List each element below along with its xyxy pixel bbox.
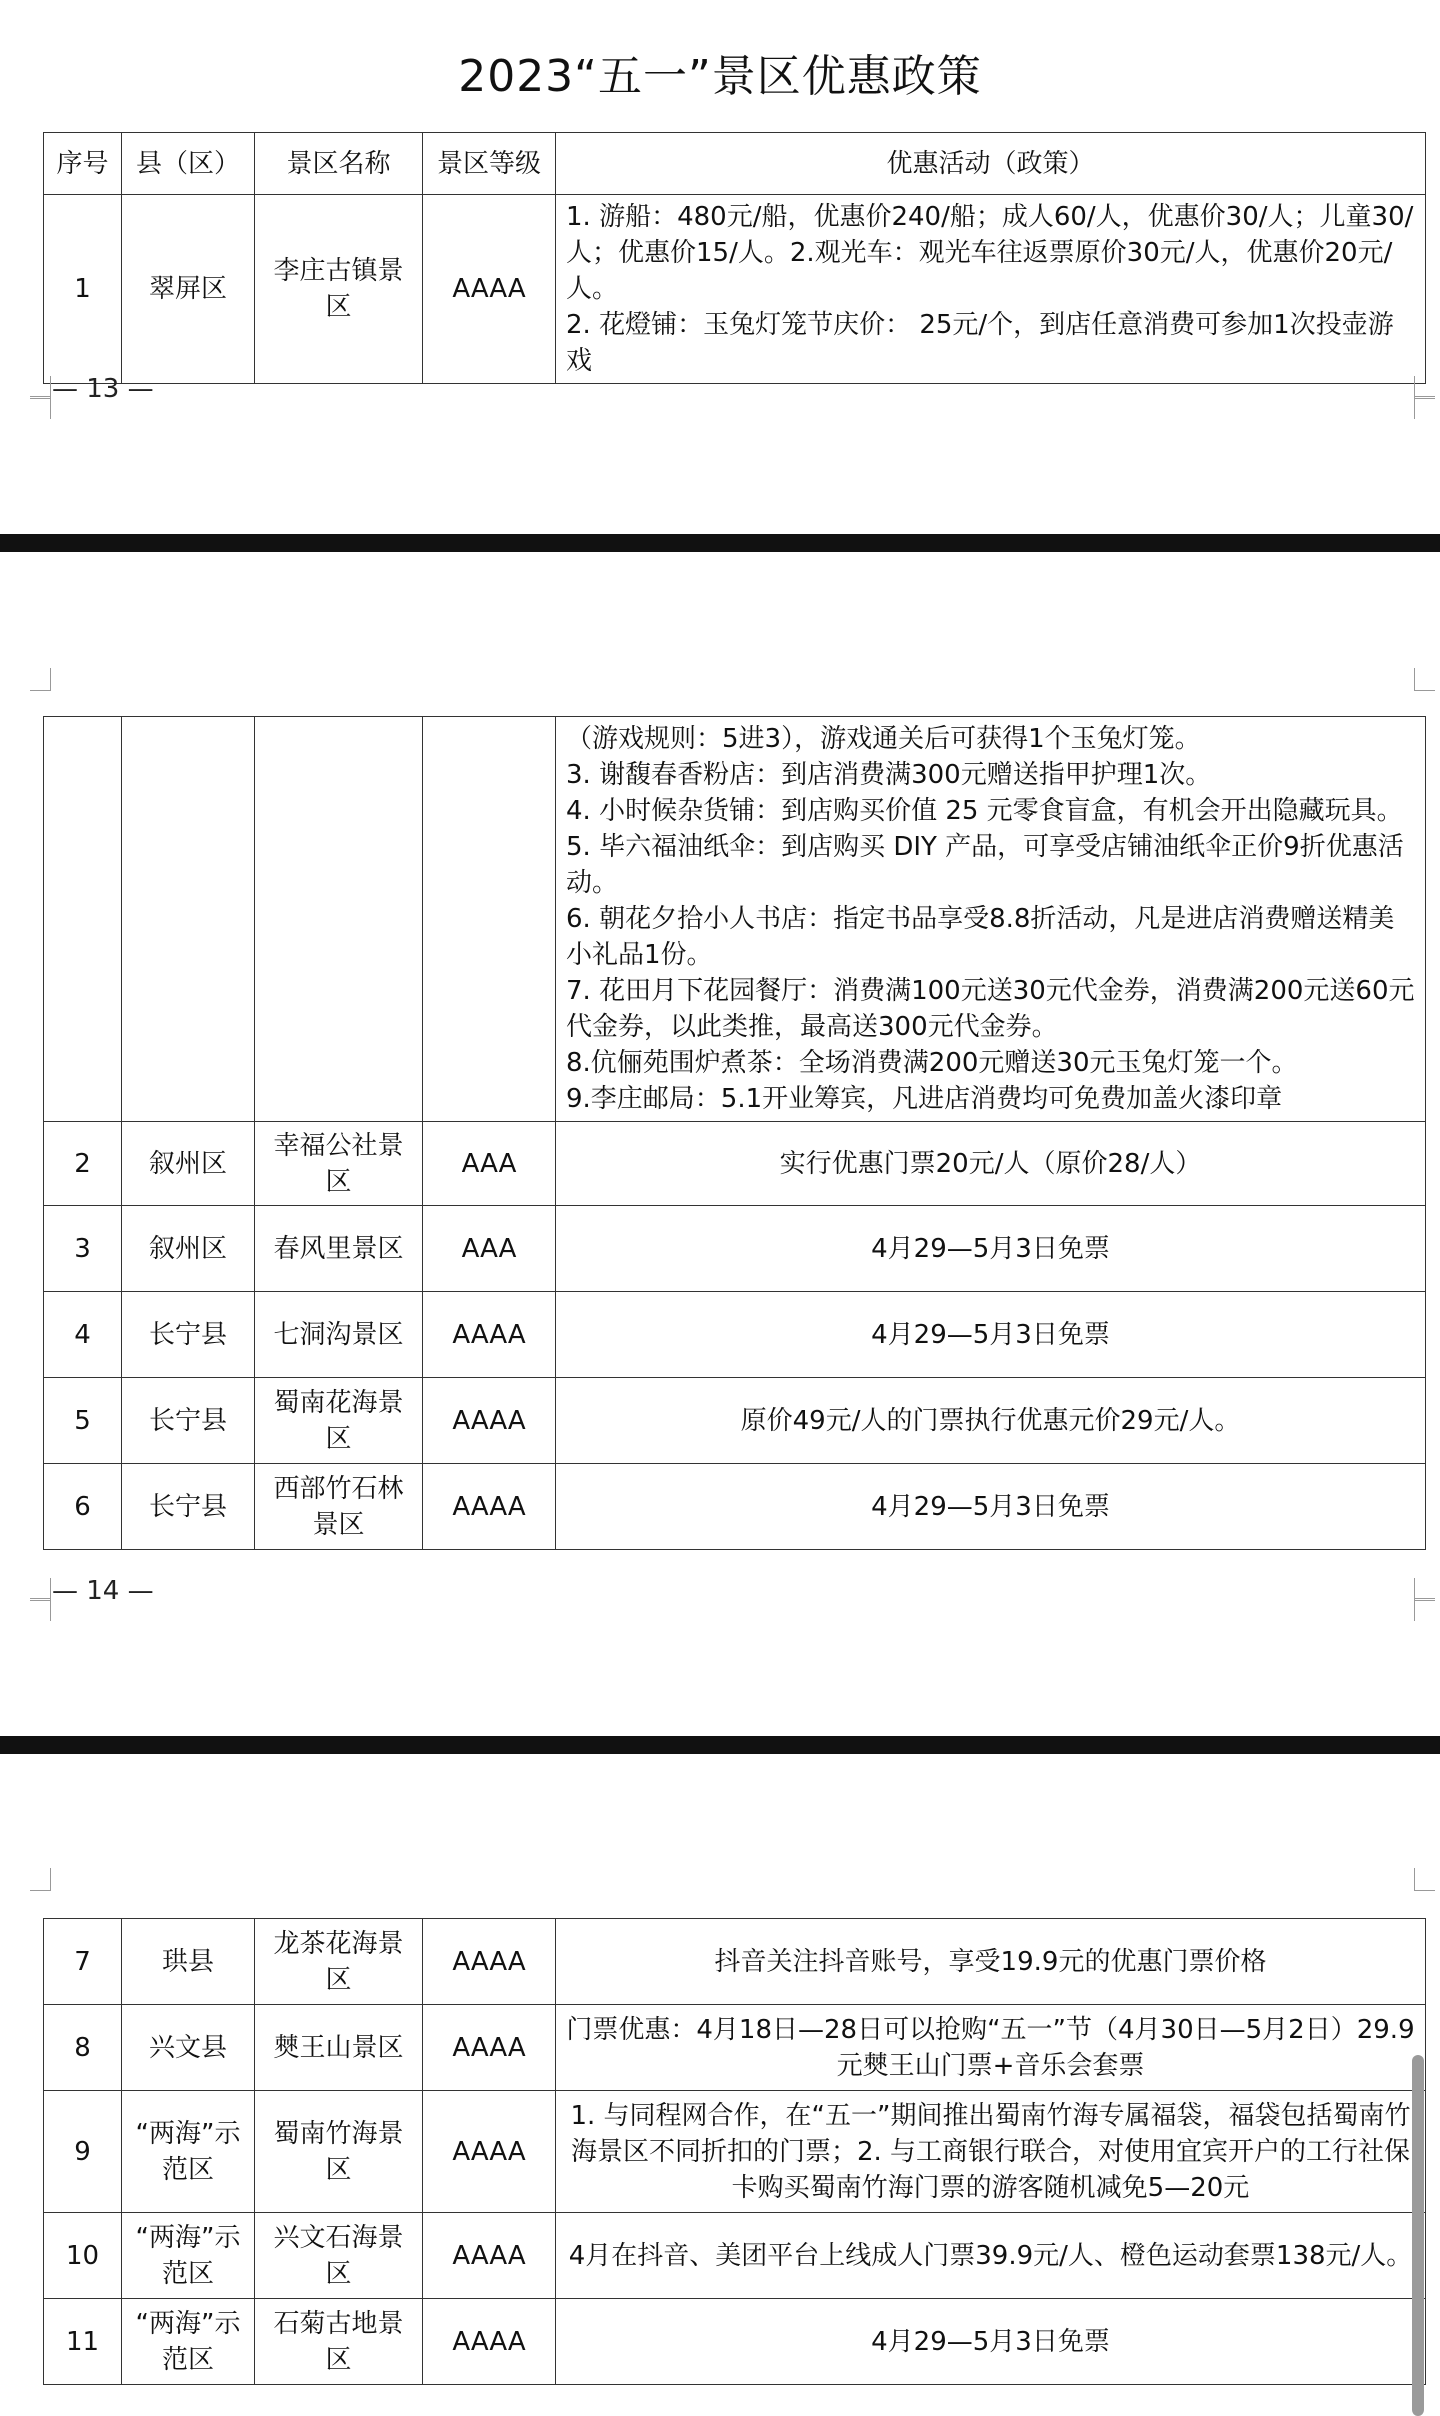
cell-policy: 4月29—5月3日免票 <box>556 2299 1426 2385</box>
cell-grade: AAAA <box>423 2213 556 2299</box>
cell-county: 兴文县 <box>122 2005 255 2091</box>
cell-scenic-name: 兴文石海景区 <box>255 2213 423 2299</box>
cell-no: 4 <box>44 1292 122 1378</box>
table-row <box>44 1292 1426 1378</box>
header-grade: 景区等级 <box>423 133 556 195</box>
cell-county: “两海”示范区 <box>122 2213 255 2299</box>
table-row <box>44 2299 1426 2385</box>
policy-table-page-13 <box>43 132 1426 384</box>
cell-scenic-name: 西部竹石林景区 <box>255 1464 423 1550</box>
cell-policy: 4月29—5月3日免票 <box>556 1292 1426 1378</box>
cell-county: “两海”示范区 <box>122 2091 255 2213</box>
cell-grade: AAAA <box>423 1464 556 1550</box>
cell-scenic-name: 石菊古地景区 <box>255 2299 423 2385</box>
cell-no: 7 <box>44 1919 122 2005</box>
table-row-continued <box>44 717 1426 1122</box>
cell-policy: 1. 与同程网合作，在“五一”期间推出蜀南竹海专属福袋，福袋包括蜀南竹海景区不同折扣的门票；2. 与工商银行联合，对使用宜宾开户的工行社保卡购买蜀南竹海门票的游客随机减免5—20元 <box>556 2091 1426 2213</box>
policy-line: 7. 花田月下花园餐厅：消费满100元送30元代金券，消费满200元送60元代金券，以此类推，最高送300元代金券。 <box>566 976 1415 1042</box>
policy-line: 3. 谢馥春香粉店：到店消费满300元赠送指甲护理1次。 <box>566 760 1212 790</box>
policy-table-page-15 <box>43 1918 1426 2385</box>
page-corner-mark <box>1414 1598 1435 1621</box>
cell-grade: AAA <box>423 1206 556 1292</box>
cell-grade: AAAA <box>423 2299 556 2385</box>
cell-scenic-name: 龙茶花海景区 <box>255 1919 423 2005</box>
table-row <box>44 1378 1426 1464</box>
page-number: — 14 — <box>52 1576 154 1606</box>
policy-line: 8.伉俪苑围炉煮茶：全场消费满200元赠送30元玉兔灯笼一个。 <box>566 1048 1298 1078</box>
cell-county: 翠屏区 <box>122 195 255 384</box>
page-title: 2023“五一”景区优惠政策 <box>458 51 982 102</box>
cell-scenic-name: 李庄古镇景区 <box>255 195 423 384</box>
page-separator <box>0 1736 1440 1754</box>
table-row <box>44 1122 1426 1206</box>
cell-grade: AAA <box>423 1122 556 1206</box>
cell-scenic-name: 蜀南竹海景区 <box>255 2091 423 2213</box>
cell-scenic-name: 幸福公社景区 <box>255 1122 423 1206</box>
table-row <box>44 195 1426 384</box>
page-number: — 13 — <box>52 374 154 404</box>
cell-no: 8 <box>44 2005 122 2091</box>
cell-no: 1 <box>44 195 122 384</box>
cell-scenic-name: 春风里景区 <box>255 1206 423 1292</box>
cell-grade: AAAA <box>423 2005 556 2091</box>
header-scenic-name: 景区名称 <box>255 133 423 195</box>
cell-no: 5 <box>44 1378 122 1464</box>
table-row <box>44 1464 1426 1550</box>
cell-no: 11 <box>44 2299 122 2385</box>
cell-scenic-name: 七洞沟景区 <box>255 1292 423 1378</box>
cell-grade: AAAA <box>423 1378 556 1464</box>
cell-policy: 4月29—5月3日免票 <box>556 1464 1426 1550</box>
page-separator <box>0 534 1440 552</box>
page-corner-mark <box>30 668 51 691</box>
cell-policy: 4月29—5月3日免票 <box>556 1206 1426 1292</box>
table-row <box>44 2213 1426 2299</box>
cell-no: 3 <box>44 1206 122 1292</box>
policy-line: 5. 毕六福油纸伞：到店购买 DIY 产品，可享受店铺油纸伞正价9折优惠活动。 <box>566 832 1404 898</box>
cell-county: 长宁县 <box>122 1464 255 1550</box>
cell-county: 叙州区 <box>122 1122 255 1206</box>
header-county: 县（区） <box>122 133 255 195</box>
cell-county: 长宁县 <box>122 1292 255 1378</box>
cell-county: 珙县 <box>122 1919 255 2005</box>
cell-grade: AAAA <box>423 1292 556 1378</box>
policy-line: 1. 游船：480元/船，优惠价240/船；成人60/人，优惠价30/人；儿童30/人；优惠价15/人。2.观光车：观光车往返票原价30元/人，优惠价20元/人。 <box>566 202 1414 304</box>
cell-no: 6 <box>44 1464 122 1550</box>
policy-line: 6. 朝花夕拾小人书店：指定书品享受8.8折活动，凡是进店消费赠送精美小礼品1份。 <box>566 904 1395 970</box>
policy-line: 9.李庄邮局：5.1开业筹宾，凡进店消费均可免费加盖火漆印章 <box>566 1084 1283 1114</box>
cell-grade: AAAA <box>423 1919 556 2005</box>
page-corner-mark <box>30 1868 51 1891</box>
cell-grade: AAAA <box>423 195 556 384</box>
cell-policy: 原价49元/人的门票执行优惠元价29元/人。 <box>556 1378 1426 1464</box>
cell-grade: AAAA <box>423 2091 556 2213</box>
cell-policy: 门票优惠：4月18日—28日可以抢购“五一”节（4月30日—5月2日）29.9元僰王山门票+音乐会套票 <box>556 2005 1426 2091</box>
cell-policy: 实行优惠门票20元/人（原价28/人） <box>556 1122 1426 1206</box>
page-corner-mark <box>1414 396 1435 419</box>
cell-policy <box>556 195 1426 384</box>
page-corner-mark <box>30 396 51 419</box>
table-row <box>44 2091 1426 2213</box>
vertical-scrollbar[interactable] <box>1412 2055 1424 2416</box>
table-row <box>44 1919 1426 2005</box>
cell-scenic-name: 蜀南花海景区 <box>255 1378 423 1464</box>
cell-county: “两海”示范区 <box>122 2299 255 2385</box>
page-corner-mark <box>30 1598 51 1621</box>
cell-no: 9 <box>44 2091 122 2213</box>
table-row <box>44 1206 1426 1292</box>
policy-line: 2. 花燈铺：玉兔灯笼节庆价： 25元/个，到店任意消费可参加1次投壶游戏 <box>566 310 1394 376</box>
cell-county: 长宁县 <box>122 1378 255 1464</box>
page-corner-mark <box>1414 1868 1435 1891</box>
header-policy: 优惠活动（政策） <box>556 133 1426 195</box>
header-no: 序号 <box>44 133 122 195</box>
policy-line: 4. 小时候杂货铺：到店购买价值 25 元零食盲盒，有机会开出隐藏玩具。 <box>566 796 1403 826</box>
page-corner-mark <box>1414 668 1435 691</box>
cell-no: 2 <box>44 1122 122 1206</box>
table-header-row <box>44 133 1426 195</box>
policy-table-page-14 <box>43 716 1426 1550</box>
cell-policy: 抖音关注抖音账号，享受19.9元的优惠门票价格 <box>556 1919 1426 2005</box>
cell-county: 叙州区 <box>122 1206 255 1292</box>
cell-policy <box>556 717 1426 1122</box>
cell-scenic-name: 僰王山景区 <box>255 2005 423 2091</box>
policy-line: （游戏规则：5进3），游戏通关后可获得1个玉兔灯笼。 <box>566 724 1201 754</box>
table-row <box>44 2005 1426 2091</box>
cell-no: 10 <box>44 2213 122 2299</box>
cell-policy: 4月在抖音、美团平台上线成人门票39.9元/人、橙色运动套票138元/人。 <box>556 2213 1426 2299</box>
